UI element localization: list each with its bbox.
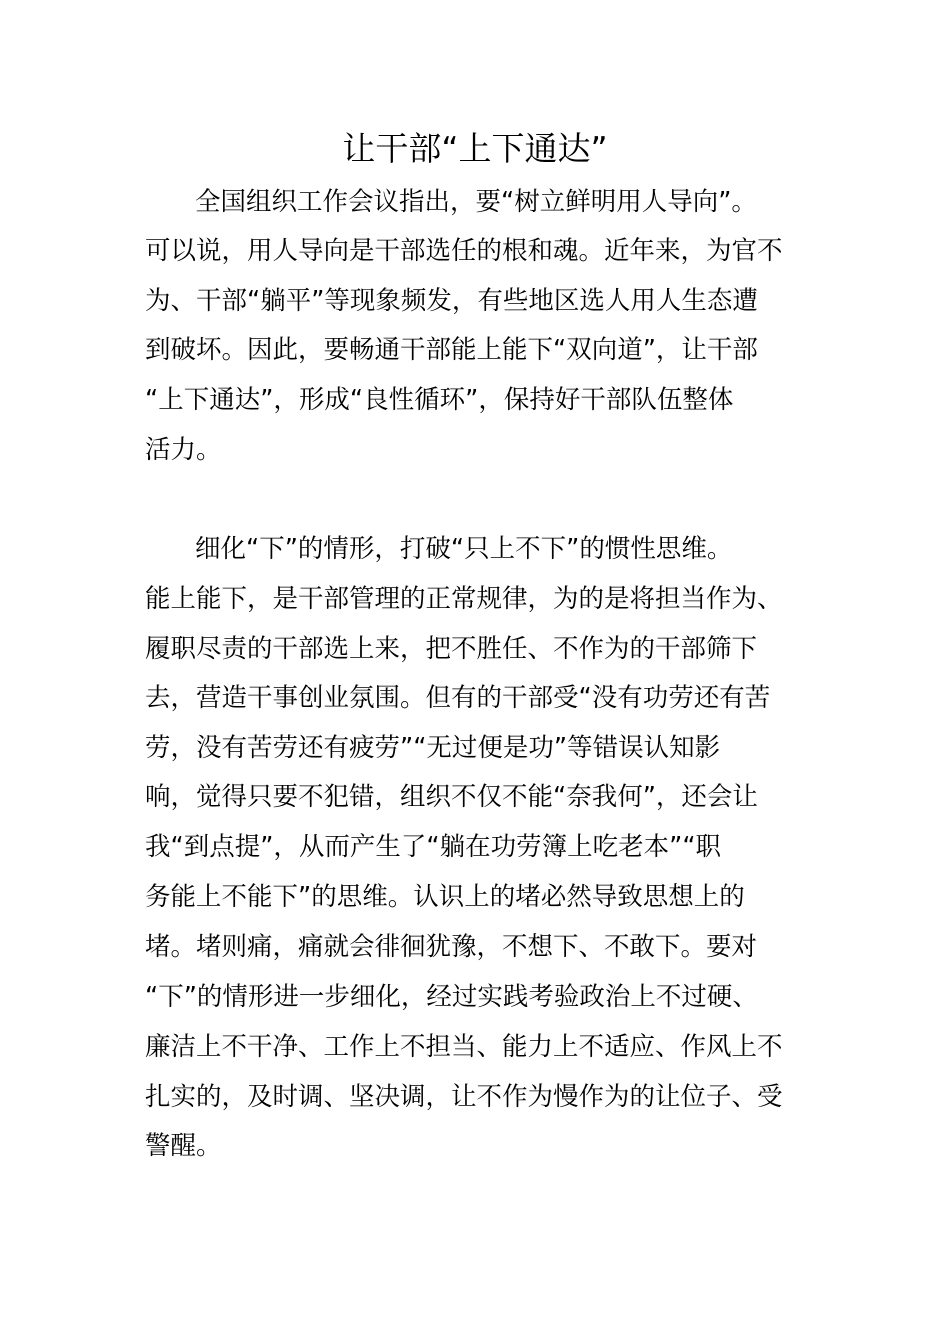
paragraph-1-line-1: 全国组织工作会议指出，要“树立鲜明用人导向”。 [195,187,757,217]
paragraph-1-line-3: 为、干部“躺平”等现象频发，有些地区选人用人生态遭 [145,286,758,316]
paragraph-2-line-10: “下”的情形进一步细化，经过实践考验政治上不过硬、 [145,982,758,1012]
paragraph-2-line-5: 劳，没有苦劳还有疲劳”“无过便是功”等错误认知影 [145,733,721,763]
paragraph-2-line-8: 务能上不能下”的思维。认识上的堵必然导致思想上的 [145,882,745,912]
paragraph-1-line-5: “上下通达”，形成“良性循环”，保持好干部队伍整体 [145,385,734,415]
paragraph-1-line-4: 到破坏。因此，要畅通干部能上能下“双向道”，让干部 [145,335,758,365]
paragraph-2-line-1: 细化“下”的情形，打破“只上不下”的惯性思维。 [195,534,733,564]
paragraph-2-line-4: 去，营造干事创业氛围。但有的干部受“没有功劳还有苦 [145,683,771,713]
paragraph-2-line-6: 响，觉得只要不犯错，组织不仅不能“奈我何”，还会让 [145,782,758,812]
paragraph-2-line-9: 堵。堵则痛，痛就会徘徊犹豫，不想下、不敢下。要对 [145,932,758,962]
paragraph-2-line-11: 廉洁上不干净、工作上不担当、能力上不适应、作风上不 [145,1032,783,1062]
paragraph-2-line-3: 履职尽责的干部选上来，把不胜任、不作为的干部筛下 [145,634,758,664]
paragraph-2-line-13: 警醒。 [145,1131,222,1161]
paragraph-1-line-2: 可以说，用人导向是干部选任的根和魂。近年来，为官不 [145,236,783,266]
document-title: 让干部“上下通达” [342,129,608,168]
paragraph-2-line-2: 能上能下，是干部管理的正常规律，为的是将担当作为、 [145,584,783,614]
paragraph-2-line-12: 扎实的，及时调、坚决调，让不作为慢作为的让位子、受 [145,1082,783,1112]
paragraph-1-line-6: 活力。 [145,435,222,465]
paragraph-2-line-7: 我“到点提”，从而产生了“躺在功劳簿上吃老本”“职 [145,832,722,862]
